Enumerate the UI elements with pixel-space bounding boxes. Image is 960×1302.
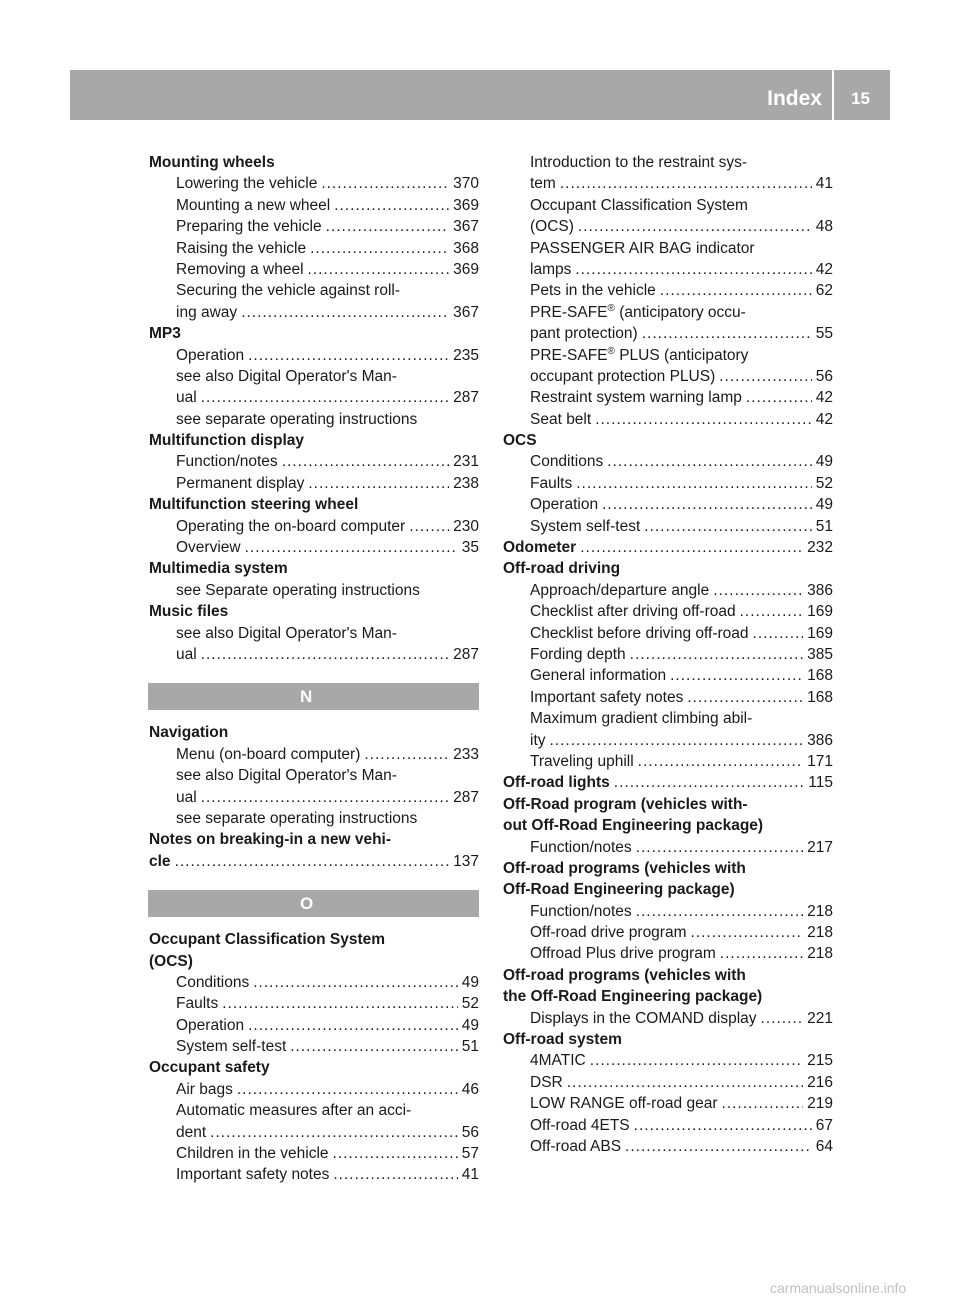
entry-text: Function/notes bbox=[530, 838, 632, 856]
dot-leader bbox=[578, 216, 812, 237]
entry-text: Traveling uphill bbox=[530, 752, 634, 770]
dot-leader bbox=[660, 280, 812, 301]
dot-leader bbox=[175, 851, 450, 872]
entry-text: Pets in the vehicle bbox=[530, 282, 656, 300]
page-reference: 115 bbox=[808, 774, 833, 792]
index-subentry bbox=[503, 623, 833, 644]
dot-leader bbox=[237, 1079, 458, 1100]
dot-leader bbox=[713, 580, 803, 601]
entry-text: DSR bbox=[530, 1073, 563, 1091]
entry-text: Important safety notes bbox=[530, 688, 684, 706]
dot-leader bbox=[248, 345, 449, 366]
index-heading: (OCS) bbox=[149, 952, 193, 970]
page-reference: 52 bbox=[461, 995, 479, 1013]
index-heading: MP3 bbox=[149, 325, 181, 343]
page-reference: 42 bbox=[815, 389, 833, 407]
dot-leader bbox=[326, 216, 450, 237]
index-heading-entry bbox=[149, 851, 479, 872]
index-subentry bbox=[149, 1015, 479, 1036]
page-reference: 35 bbox=[461, 539, 479, 557]
index-subentry bbox=[503, 1050, 833, 1071]
dot-leader bbox=[576, 473, 812, 494]
entry-text: see also Digital Operator's Man- bbox=[176, 767, 397, 785]
entry-text: General information bbox=[530, 667, 667, 685]
index-heading: OCS bbox=[503, 432, 537, 450]
dot-leader bbox=[364, 744, 449, 765]
index-subentry bbox=[503, 280, 833, 301]
entry-text: Operation bbox=[530, 496, 599, 514]
page-reference: 232 bbox=[807, 539, 833, 557]
index-heading: Multimedia system bbox=[149, 560, 288, 578]
entry-text: Overview bbox=[176, 539, 241, 557]
dot-leader bbox=[638, 751, 803, 772]
index-subentry bbox=[503, 665, 833, 686]
page-reference: 287 bbox=[453, 788, 479, 806]
dot-leader bbox=[614, 772, 805, 793]
page-reference: 369 bbox=[453, 196, 479, 214]
index-subentry bbox=[149, 173, 479, 194]
dot-leader bbox=[740, 601, 804, 622]
page-number: 15 bbox=[851, 89, 870, 108]
dot-leader bbox=[595, 409, 812, 430]
index-subentry bbox=[503, 1115, 833, 1136]
page-reference: 55 bbox=[815, 325, 833, 343]
index-subentry bbox=[149, 516, 479, 537]
page-reference: 367 bbox=[453, 303, 479, 321]
page-reference: 169 bbox=[807, 603, 833, 621]
entry-text: Children in the vehicle bbox=[176, 1145, 329, 1163]
index-subentry bbox=[503, 409, 833, 430]
entry-text: Occupant Classification System bbox=[530, 196, 748, 214]
entry-text: PRE-SAFE® (anticipatory occu- bbox=[530, 302, 746, 321]
index-subentry bbox=[503, 644, 833, 665]
page-reference: 168 bbox=[807, 688, 833, 706]
page-reference: 64 bbox=[815, 1137, 833, 1155]
entry-text: Function/notes bbox=[530, 902, 632, 920]
page-reference: 41 bbox=[815, 175, 833, 193]
dot-leader bbox=[210, 1122, 458, 1143]
index-subentry bbox=[149, 238, 479, 259]
index-heading: Navigation bbox=[149, 724, 229, 742]
dot-leader bbox=[201, 787, 449, 808]
dot-leader bbox=[753, 623, 804, 644]
index-subentry bbox=[503, 216, 833, 237]
page-reference: 49 bbox=[461, 1016, 479, 1034]
entry-text: Checklist after driving off-road bbox=[530, 603, 736, 621]
page-reference: 221 bbox=[807, 1009, 833, 1027]
page-reference: 137 bbox=[453, 852, 479, 870]
dot-leader bbox=[290, 1036, 458, 1057]
section-title: Index bbox=[767, 87, 822, 110]
index-subentry bbox=[149, 473, 479, 494]
entry-text: Conditions bbox=[530, 453, 604, 471]
page-reference: 218 bbox=[807, 924, 833, 942]
entry-text: Operation bbox=[176, 1016, 245, 1034]
index-subentry bbox=[503, 837, 833, 858]
entry-text: System self-test bbox=[530, 517, 641, 535]
page-reference: 57 bbox=[461, 1145, 479, 1163]
index-heading: Occupant safety bbox=[149, 1059, 270, 1077]
index-subentry-text bbox=[149, 1100, 479, 1121]
entry-text: see also Digital Operator's Man- bbox=[176, 367, 397, 385]
page-reference: 52 bbox=[815, 474, 833, 492]
dot-leader bbox=[720, 943, 803, 964]
page-reference: 235 bbox=[453, 346, 479, 364]
dot-leader bbox=[310, 238, 449, 259]
page-reference: 369 bbox=[453, 260, 479, 278]
dot-leader bbox=[580, 537, 803, 558]
page-reference: 231 bbox=[453, 453, 479, 471]
page-reference: 67 bbox=[815, 1116, 833, 1134]
dot-leader bbox=[550, 730, 804, 751]
page-reference: 42 bbox=[815, 410, 833, 428]
entry-text: Air bags bbox=[176, 1080, 233, 1098]
page-reference: 216 bbox=[807, 1073, 833, 1091]
dot-leader bbox=[590, 1050, 803, 1071]
entry-text: Restraint system warning lamp bbox=[530, 389, 742, 407]
page-reference: 370 bbox=[453, 175, 479, 193]
watermark: carmanualsonline.info bbox=[770, 1280, 907, 1296]
entry-text: Function/notes bbox=[176, 453, 278, 471]
entry-text: Permanent display bbox=[176, 474, 305, 492]
entry-text: Operating the on-board computer bbox=[176, 517, 406, 535]
entry-text: Fording depth bbox=[530, 645, 626, 663]
entry-text: Lowering the vehicle bbox=[176, 175, 318, 193]
index-heading: Notes on breaking-in a new vehi- bbox=[149, 831, 392, 849]
index-heading: Off-road driving bbox=[503, 560, 621, 578]
index-subentry-text bbox=[503, 152, 833, 173]
entry-text: see separate operating instructions bbox=[176, 410, 418, 428]
entry-text: Off-road ABS bbox=[530, 1137, 622, 1155]
page-reference: 238 bbox=[453, 474, 479, 492]
index-heading: Multifunction display bbox=[149, 432, 304, 450]
entry-text: lamps bbox=[530, 260, 572, 278]
index-column-left bbox=[149, 152, 479, 1186]
dot-leader bbox=[636, 901, 803, 922]
index-subentry bbox=[149, 451, 479, 472]
entry-text: Removing a wheel bbox=[176, 260, 304, 278]
entry-text: ual bbox=[176, 788, 197, 806]
entry-text: Securing the vehicle against roll- bbox=[176, 282, 401, 300]
dot-leader bbox=[567, 1072, 803, 1093]
index-subentry-text bbox=[149, 366, 479, 387]
entry-text: Introduction to the restraint sys- bbox=[530, 154, 748, 171]
entry-text: Displays in the COMAND display bbox=[530, 1009, 757, 1027]
entry-text: Automatic measures after an acci- bbox=[176, 1102, 412, 1120]
entry-text: 4MATIC bbox=[530, 1052, 586, 1070]
index-subentry bbox=[503, 387, 833, 408]
entry-text: ual bbox=[176, 645, 197, 663]
page-reference: 217 bbox=[807, 838, 833, 856]
entry-text: ity bbox=[530, 731, 546, 749]
index-heading: out Off-Road Engineering package) bbox=[503, 817, 764, 835]
entry-text: ual bbox=[176, 389, 197, 407]
header-divider bbox=[832, 70, 834, 120]
index-subentry bbox=[149, 644, 479, 665]
entry-text: Conditions bbox=[176, 973, 250, 991]
page-reference: 385 bbox=[807, 645, 833, 663]
index-subentry bbox=[503, 1093, 833, 1114]
entry-text: Maximum gradient climbing abil- bbox=[530, 710, 753, 728]
section-letter-o: O bbox=[148, 890, 479, 917]
dot-leader bbox=[308, 259, 450, 280]
index-column-right bbox=[503, 152, 833, 1157]
entry-text: Checklist before driving off-road bbox=[530, 624, 749, 642]
index-subentry-text bbox=[149, 409, 479, 430]
entry-text: cle bbox=[149, 852, 171, 870]
dot-leader bbox=[575, 259, 811, 280]
page-reference: 51 bbox=[461, 1038, 479, 1056]
index-subentry bbox=[149, 1036, 479, 1057]
dot-leader bbox=[761, 1008, 804, 1029]
page-reference: 48 bbox=[815, 218, 833, 236]
index-subentry bbox=[503, 730, 833, 751]
index-subentry bbox=[149, 259, 479, 280]
entry-text: tem bbox=[530, 175, 556, 193]
dot-leader bbox=[201, 387, 449, 408]
dot-leader bbox=[746, 387, 812, 408]
dot-leader bbox=[670, 665, 803, 686]
entry-text: Operation bbox=[176, 346, 245, 364]
page-reference: 46 bbox=[461, 1080, 479, 1098]
dot-leader bbox=[253, 972, 458, 993]
index-heading: Occupant Classification System bbox=[149, 931, 386, 949]
entry-text: Odometer bbox=[503, 539, 577, 557]
index-subentry-text bbox=[149, 765, 479, 786]
page-reference: 368 bbox=[453, 239, 479, 257]
index-subentry bbox=[503, 473, 833, 494]
index-subentry bbox=[149, 744, 479, 765]
dot-leader bbox=[282, 451, 449, 472]
index-subentry bbox=[149, 993, 479, 1014]
dot-leader bbox=[560, 173, 812, 194]
dot-leader bbox=[722, 1093, 804, 1114]
index-subentry-text bbox=[149, 623, 479, 644]
page-reference: 168 bbox=[807, 667, 833, 685]
dot-leader bbox=[241, 302, 449, 323]
entry-text: Faults bbox=[176, 995, 219, 1013]
dot-leader bbox=[607, 451, 812, 472]
page-reference: 56 bbox=[815, 367, 833, 385]
index-subentry bbox=[149, 216, 479, 237]
page-reference: 219 bbox=[807, 1095, 833, 1113]
index-subentry bbox=[503, 494, 833, 515]
index-subentry bbox=[503, 516, 833, 537]
index-subentry bbox=[149, 387, 479, 408]
page-reference: 233 bbox=[453, 745, 479, 763]
entry-text: Raising the vehicle bbox=[176, 239, 307, 257]
index-subentry bbox=[149, 537, 479, 558]
index-subentry bbox=[503, 366, 833, 387]
index-subentry-text bbox=[503, 708, 833, 729]
page-reference: 218 bbox=[807, 902, 833, 920]
dot-leader bbox=[625, 1136, 812, 1157]
entry-text: Off-road lights bbox=[503, 774, 610, 792]
index-subentry-text bbox=[149, 808, 479, 829]
entry-text: Off-road 4ETS bbox=[530, 1116, 630, 1134]
entry-text: Mounting a new wheel bbox=[176, 196, 331, 214]
entry-text: Approach/departure angle bbox=[530, 581, 710, 599]
index-subentry bbox=[149, 1079, 479, 1100]
entry-text: ing away bbox=[176, 303, 238, 321]
index-subentry-text bbox=[503, 302, 833, 323]
page-reference: 218 bbox=[807, 945, 833, 963]
index-subentry bbox=[149, 345, 479, 366]
entry-text: PRE-SAFE® PLUS (anticipatory bbox=[530, 345, 749, 364]
index-heading: the Off-Road Engineering package) bbox=[503, 988, 763, 1006]
entry-text: pant protection) bbox=[530, 325, 638, 343]
entry-text: Off-road drive program bbox=[530, 924, 687, 942]
dot-leader bbox=[644, 516, 812, 537]
entry-text: LOW RANGE off-road gear bbox=[530, 1095, 718, 1113]
index-heading-entry bbox=[503, 537, 833, 558]
page-header bbox=[70, 70, 890, 120]
page-reference: 287 bbox=[453, 645, 479, 663]
dot-leader bbox=[248, 1015, 458, 1036]
index-subentry-text bbox=[149, 280, 479, 301]
page-reference: 49 bbox=[815, 496, 833, 514]
dot-leader bbox=[333, 1143, 458, 1164]
dot-leader bbox=[634, 1115, 812, 1136]
entry-text: System self-test bbox=[176, 1038, 287, 1056]
index-subentry bbox=[503, 687, 833, 708]
dot-leader bbox=[719, 366, 812, 387]
page-reference: 230 bbox=[453, 517, 479, 535]
page-reference: 51 bbox=[815, 517, 833, 535]
page-reference: 171 bbox=[807, 752, 833, 770]
dot-leader bbox=[334, 195, 449, 216]
dot-leader bbox=[636, 837, 803, 858]
index-subentry-text bbox=[503, 195, 833, 216]
page-reference: 386 bbox=[807, 731, 833, 749]
index-subentry bbox=[503, 1008, 833, 1029]
entry-text: (OCS) bbox=[530, 218, 574, 236]
index-subentry bbox=[149, 302, 479, 323]
index-subentry bbox=[149, 972, 479, 993]
entry-text: see separate operating instructions bbox=[176, 809, 418, 827]
index-subentry bbox=[149, 1164, 479, 1185]
dot-leader bbox=[308, 473, 449, 494]
index-subentry bbox=[503, 323, 833, 344]
entry-text: Faults bbox=[530, 474, 573, 492]
section-letter-n: N bbox=[148, 683, 479, 710]
index-heading: Off-Road Engineering package) bbox=[503, 881, 735, 899]
entry-text: Preparing the vehicle bbox=[176, 218, 322, 236]
index-subentry-text bbox=[503, 238, 833, 259]
entry-text: Important safety notes bbox=[176, 1166, 330, 1184]
entry-text: see also Digital Operator's Man- bbox=[176, 624, 397, 642]
index-heading: Music files bbox=[149, 603, 229, 621]
index-subentry bbox=[503, 259, 833, 280]
index-subentry bbox=[503, 1072, 833, 1093]
index-subentry-text bbox=[503, 345, 833, 366]
page-reference: 169 bbox=[807, 624, 833, 642]
page-reference: 386 bbox=[807, 581, 833, 599]
index-heading: Off-road programs (vehicles with bbox=[503, 859, 746, 877]
dot-leader bbox=[222, 993, 458, 1014]
entry-text: PASSENGER AIR BAG indicator bbox=[530, 239, 755, 257]
page-reference: 56 bbox=[461, 1123, 479, 1141]
page-reference: 215 bbox=[807, 1052, 833, 1070]
entry-text: dent bbox=[176, 1123, 207, 1141]
index-subentry bbox=[503, 601, 833, 622]
dot-leader bbox=[201, 644, 449, 665]
dot-leader bbox=[630, 644, 803, 665]
index-subentry bbox=[503, 580, 833, 601]
dot-leader bbox=[245, 537, 458, 558]
page-reference: 62 bbox=[815, 282, 833, 300]
dot-leader bbox=[409, 516, 449, 537]
index-heading: Mounting wheels bbox=[149, 154, 275, 171]
entry-text: Offroad Plus drive program bbox=[530, 945, 716, 963]
entry-text: Seat belt bbox=[530, 410, 592, 428]
page-reference: 49 bbox=[461, 973, 479, 991]
entry-text: occupant protection PLUS) bbox=[530, 367, 716, 385]
index-subentry bbox=[149, 1122, 479, 1143]
index-heading: Off-road programs (vehicles with bbox=[503, 966, 746, 984]
dot-leader bbox=[691, 922, 804, 943]
index-subentry bbox=[503, 1136, 833, 1157]
index-subentry bbox=[503, 173, 833, 194]
dot-leader bbox=[642, 323, 812, 344]
page-reference: 41 bbox=[461, 1166, 479, 1184]
dot-leader bbox=[687, 687, 803, 708]
index-subentry bbox=[503, 751, 833, 772]
index-heading: Off-Road program (vehicles with- bbox=[503, 795, 748, 813]
index-subentry bbox=[149, 195, 479, 216]
dot-leader bbox=[321, 173, 449, 194]
index-heading: Off-road system bbox=[503, 1031, 622, 1049]
index-subentry bbox=[149, 787, 479, 808]
index-heading-entry bbox=[503, 772, 833, 793]
dot-leader bbox=[333, 1164, 457, 1185]
index-subentry bbox=[503, 943, 833, 964]
index-heading: Multifunction steering wheel bbox=[149, 496, 359, 514]
page-reference: 42 bbox=[815, 260, 833, 278]
index-subentry-text bbox=[149, 580, 479, 601]
index-subentry bbox=[149, 1143, 479, 1164]
index-subentry bbox=[503, 451, 833, 472]
page-reference: 49 bbox=[815, 453, 833, 471]
entry-text: Menu (on-board computer) bbox=[176, 745, 361, 763]
page-reference: 367 bbox=[453, 218, 479, 236]
dot-leader bbox=[602, 494, 812, 515]
index-subentry bbox=[503, 901, 833, 922]
page-reference: 287 bbox=[453, 389, 479, 407]
index-subentry bbox=[503, 922, 833, 943]
entry-text: see Separate operating instructions bbox=[176, 581, 420, 599]
